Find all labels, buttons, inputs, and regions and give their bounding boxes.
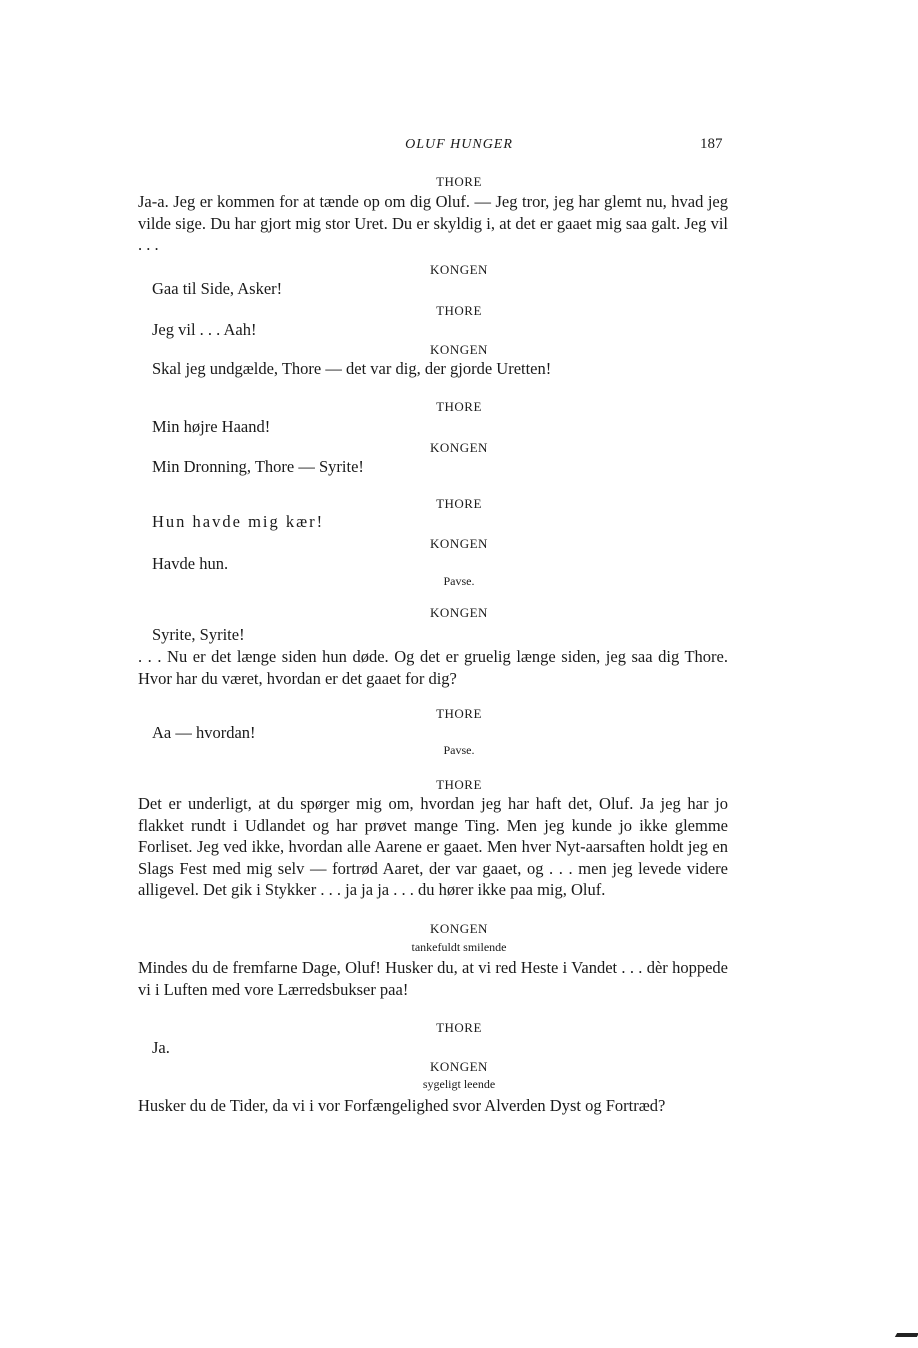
dialogue-text: Ja. xyxy=(152,1038,170,1057)
speaker-name: THORE xyxy=(436,1020,482,1035)
dialogue-text: Syrite, Syrite! xyxy=(152,625,245,644)
stage-direction: Pavse. xyxy=(443,574,475,588)
dialogue-text: Jeg vil . . . Aah! xyxy=(152,320,257,339)
speaker-name: KONGEN xyxy=(430,1059,488,1074)
dialogue-text: Mindes du de fremfarne Dage, Oluf! Husker du, at vi red Heste i Vandet . . . dèr hoppede vi i Luften med vore Lærredsbukser paa! xyxy=(138,958,728,999)
dialogue-text: Havde hun. xyxy=(152,554,229,573)
speaker-name: KONGEN xyxy=(430,342,488,357)
scan-edge-mark xyxy=(895,1333,918,1337)
dialogue-text: . . . Nu er det længe siden hun døde. Og det er gruelig længe siden, jeg saa dig Thore. Hvor har du været, hvordan er det gaaet for dig? xyxy=(138,647,728,688)
dialogue-text: Min højre Haand! xyxy=(152,417,271,436)
dialogue-text: Gaa til Side, Asker! xyxy=(152,279,283,298)
speaker-name: KONGEN xyxy=(430,440,488,455)
dialogue-text: Hun havde mig kær! xyxy=(152,512,325,531)
speaker-name: KONGEN xyxy=(430,536,488,551)
stage-direction: sygeligt leende xyxy=(422,1077,496,1091)
dialogue-text: Min Dronning, Thore — Syrite! xyxy=(152,457,364,476)
speaker-name: THORE xyxy=(436,399,482,414)
dialogue-text: Husker du de Tider, da vi i vor Forfængelighed svor Alverden Dyst og Fortræd? xyxy=(138,1096,666,1115)
speaker-name: KONGEN xyxy=(430,262,488,277)
page-number: 187 xyxy=(700,136,723,152)
speaker-name: THORE xyxy=(436,174,482,189)
speaker-name: KONGEN xyxy=(430,605,488,620)
running-title: OLUF HUNGER xyxy=(405,137,513,152)
dialogue-text: Det er underligt, at du spørger mig om, hvordan jeg har haft det, Oluf. Ja jeg har jo flakket rundt i Udlandet og har prøvet mange Ting. Men jeg kunde jo ikke glemme Forliset. Jeg ved ikke, hvordan alle Aarene er gaaet. Men hver Nyt-aarsaften holdt jeg en Slags Fest med mig selv — fortrød Aaret, der var gaaet, og . . . men jeg levede videre alligevel. Det gik i Stykker . . . ja ja ja . . . du hører ikke paa mig, Oluf. xyxy=(138,794,728,899)
speaker-name: THORE xyxy=(436,303,482,318)
speaker-name: THORE xyxy=(436,496,482,511)
speaker-name: THORE xyxy=(436,777,482,792)
dialogue-text: Aa — hvordan! xyxy=(152,723,256,742)
dialogue-text: Skal jeg undgælde, Thore — det var dig, der gjorde Uretten! xyxy=(152,359,552,378)
speaker-name: KONGEN xyxy=(430,921,488,936)
stage-direction: tankefuldt smilende xyxy=(411,940,507,954)
speaker-name: THORE xyxy=(436,706,482,721)
stage-direction: Pavse. xyxy=(443,743,475,757)
dialogue-text: Ja-a. Jeg er kommen for at tænde op om dig Oluf. — Jeg tror, jeg har glemt nu, hvad jeg vilde sige. Du har gjort mig stor Uret. Du er skyldig i, at det er gaaet mig saa galt. Jeg vil . . . xyxy=(138,192,728,254)
